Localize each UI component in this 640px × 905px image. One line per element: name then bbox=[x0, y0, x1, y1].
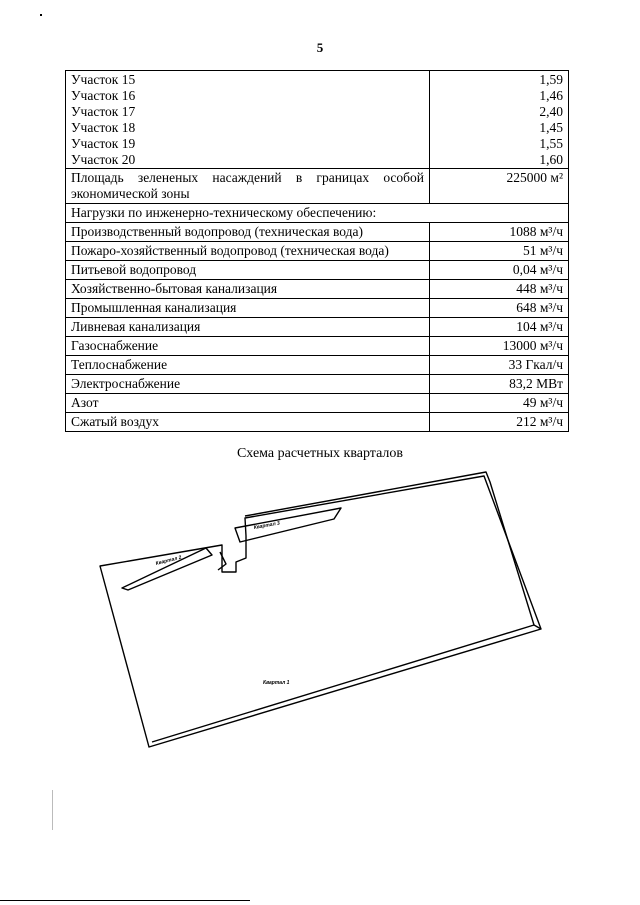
load-label: Питьевой водопровод bbox=[66, 261, 430, 280]
scan-mark bbox=[52, 790, 53, 830]
plots-group bbox=[66, 71, 569, 169]
parameters-table bbox=[65, 70, 569, 432]
green-area-group bbox=[66, 169, 569, 223]
loads-header-row bbox=[66, 204, 569, 223]
table-row bbox=[66, 104, 569, 120]
load-label: Ливневая канализация bbox=[66, 318, 430, 337]
quarter-1-label: Квартал 1 bbox=[263, 680, 290, 686]
load-value: 212 м³/ч bbox=[430, 413, 569, 432]
table-row bbox=[66, 299, 569, 318]
plot-value: 1,45 bbox=[430, 120, 569, 136]
plot-value: 1,60 bbox=[430, 152, 569, 169]
table-row bbox=[66, 120, 569, 136]
table-row bbox=[66, 394, 569, 413]
inner-boundary-line bbox=[152, 625, 534, 742]
load-value: 33 Гкал/ч bbox=[430, 356, 569, 375]
table-row bbox=[66, 223, 569, 242]
loads-group bbox=[66, 223, 569, 432]
plot-label: Участок 19 bbox=[66, 136, 430, 152]
plot-label: Участок 17 bbox=[66, 104, 430, 120]
load-label: Сжатый воздух bbox=[66, 413, 430, 432]
table-row bbox=[66, 136, 569, 152]
scheme-outline bbox=[100, 472, 541, 747]
load-label: Теплоснабжение bbox=[66, 356, 430, 375]
table-row bbox=[66, 280, 569, 299]
quarter-1-boundary bbox=[100, 476, 541, 747]
table-row bbox=[66, 242, 569, 261]
load-value: 51 м³/ч bbox=[430, 242, 569, 261]
green-area-value: 225000 м² bbox=[430, 169, 569, 204]
table-row bbox=[66, 337, 569, 356]
plot-value: 1,59 bbox=[430, 71, 569, 89]
load-value: 104 м³/ч bbox=[430, 318, 569, 337]
load-value: 83,2 МВт bbox=[430, 375, 569, 394]
quarter-3-label: Квартал 3 bbox=[253, 520, 281, 531]
load-label: Электроснабжение bbox=[66, 375, 430, 394]
table-row bbox=[66, 88, 569, 104]
load-value: 13000 м³/ч bbox=[430, 337, 569, 356]
table-row bbox=[66, 375, 569, 394]
loads-header: Нагрузки по инженерно-техническому обеспечению: bbox=[66, 204, 569, 223]
plot-label: Участок 18 bbox=[66, 120, 430, 136]
table-row bbox=[66, 413, 569, 432]
load-label: Пожаро-хозяйственный водопровод (техническая вода) bbox=[66, 242, 430, 261]
plot-label: Участок 15 bbox=[66, 71, 430, 89]
page-number: 5 bbox=[316, 40, 324, 55]
load-label: Хозяйственно-бытовая канализация bbox=[66, 280, 430, 299]
load-value: 648 м³/ч bbox=[430, 299, 569, 318]
load-value: 0,04 м³/ч bbox=[430, 261, 569, 280]
outer-boundary-line bbox=[245, 472, 541, 629]
load-label: Производственный водопровод (техническая вода) bbox=[66, 223, 430, 242]
load-label: Азот bbox=[66, 394, 430, 413]
footer-rule bbox=[0, 900, 250, 901]
plot-value: 2,40 bbox=[430, 104, 569, 120]
quarter-3-boundary bbox=[235, 508, 341, 542]
plot-value: 1,46 bbox=[430, 88, 569, 104]
scheme-caption: Схема расчетных кварталов bbox=[236, 446, 404, 461]
scan-speck bbox=[40, 14, 42, 16]
green-area-label: Площадь зелененых насаждений в границах особой экономической зоны bbox=[66, 169, 430, 204]
quarter-2-label: Квартал 2 bbox=[155, 554, 183, 567]
load-value: 448 м³/ч bbox=[430, 280, 569, 299]
plot-label: Участок 20 bbox=[66, 152, 430, 169]
table-row bbox=[66, 169, 569, 204]
load-label: Промышленная канализация bbox=[66, 299, 430, 318]
table-row bbox=[66, 152, 569, 169]
plot-label: Участок 16 bbox=[66, 88, 430, 104]
table-row bbox=[66, 318, 569, 337]
table-row bbox=[66, 71, 569, 89]
load-value: 49 м³/ч bbox=[430, 394, 569, 413]
table-row bbox=[66, 261, 569, 280]
load-value: 1088 м³/ч bbox=[430, 223, 569, 242]
table-row bbox=[66, 356, 569, 375]
plot-value: 1,55 bbox=[430, 136, 569, 152]
quarters-scheme bbox=[0, 470, 640, 770]
load-label: Газоснабжение bbox=[66, 337, 430, 356]
